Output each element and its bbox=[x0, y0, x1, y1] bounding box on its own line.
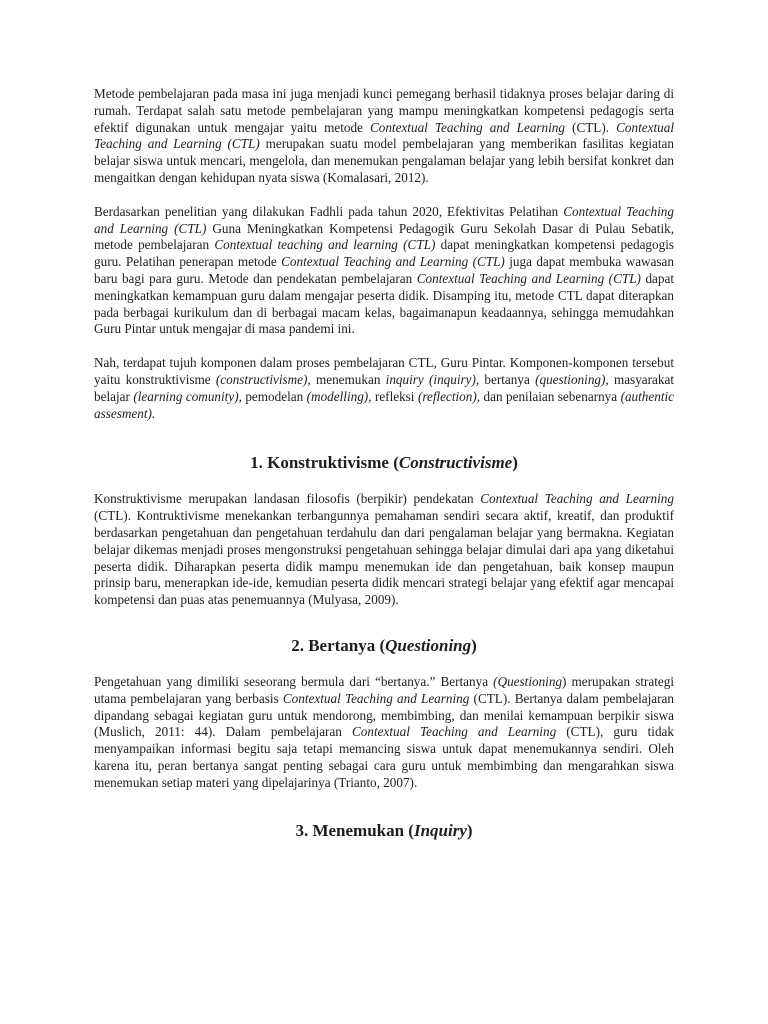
heading-italic-text: Constructivisme bbox=[398, 453, 513, 473]
text-run: bertanya bbox=[479, 371, 536, 387]
text-run: Nah, terdapat tujuh komponen dalam proses pembelajaran CTL, Guru Pintar. Komponen-komponen tersebut yaitu konstruktivisme bbox=[94, 355, 674, 387]
italic-run: Contextual Teaching and Learning (CTL) bbox=[94, 203, 674, 236]
text-run: (CTL), guru tidak menyampaikan informasi begitu saja tetapi memancing siswa untuk dapat menemukannya sendiri. Oleh karena itu, peran bertanya sangat penting sebagai cara guru untuk membimbing dan mengarahkan siswa menemukan setiap materi yang dipelajarinya (Trianto, 2007). bbox=[94, 724, 674, 790]
text-run: refleksi bbox=[371, 388, 418, 404]
section-3-heading bbox=[94, 820, 674, 842]
text-run: dan penilaian sebenarnya bbox=[480, 388, 621, 404]
heading-text: ) bbox=[512, 453, 518, 473]
text-run: Guna Meningkatkan Kompetensi Pedagogik Guru Sekolah Dasar di Pulau Sebatik, metode pembelajaran bbox=[94, 220, 674, 253]
italic-run: Contextual Teaching and Learning bbox=[480, 491, 674, 507]
intro-paragraph-1 bbox=[94, 86, 674, 187]
italic-run: Contextual Teaching and Learning bbox=[352, 724, 557, 740]
text-run: menemukan bbox=[310, 371, 386, 387]
text-run: masyarakat belajar bbox=[94, 371, 674, 404]
heading-text: ) bbox=[466, 820, 473, 840]
heading-italic-text: Inquiry bbox=[413, 820, 467, 840]
italic-run: inquiry (inquiry), bbox=[385, 371, 480, 387]
italic-run: Contextual Teaching and Learning bbox=[369, 119, 565, 135]
section-2-body bbox=[94, 674, 674, 792]
text-run: (CTL). bbox=[565, 119, 617, 135]
intro-paragraph-2 bbox=[94, 204, 674, 338]
italic-run: (modelling), bbox=[306, 388, 372, 404]
italic-run: (Questioning bbox=[493, 673, 563, 689]
text-run: juga dapat membuka wawasan baru bagi para guru. Metode dan pendekatan pembelajaran bbox=[94, 254, 674, 286]
italic-run: Contextual Teaching and Learning bbox=[282, 690, 470, 706]
section-2-heading bbox=[94, 635, 674, 657]
italic-run: Contextual Teaching and Learning (CTL) bbox=[416, 270, 641, 286]
heading-text: 1. Konstruktivisme ( bbox=[250, 453, 399, 473]
section-1-body bbox=[94, 491, 674, 609]
text-run: ) merupakan strategi utama pembelajaran yang berbasis bbox=[94, 673, 675, 706]
heading-text: 3. Menemukan ( bbox=[295, 820, 414, 840]
italic-run: (reflection), bbox=[417, 388, 481, 404]
italic-run: Contextual Teaching and Learning (CTL) bbox=[94, 119, 674, 152]
italic-run: (questioning), bbox=[535, 371, 609, 387]
heading-italic-text: Questioning bbox=[385, 635, 472, 655]
heading-text: 2. Bertanya ( bbox=[291, 635, 386, 655]
text-run: (CTL). Bertanya dalam pembelajaran dipandang sebagai kegiatan guru untuk mendorong, membimbing, dan menilai kemampuan berpikir siswa (Muslich, 2011: 44). Dalam pembelajaran bbox=[94, 690, 674, 740]
text-run: dapat meningkatkan kemampuan guru dalam mengajar peserta didik. Disamping itu, metode CTL dapat diterapkan pada berbagai kurikulum dan di berbagai macam kelas, bagaimanapun keadaannya, sehingga memudahkan Guru Pintar untuk mengajar di masa pandemi ini. bbox=[94, 270, 675, 337]
text-run: Pengetahuan yang dimiliki seseorang bermula dari “bertanya.” Bertanya bbox=[94, 673, 494, 689]
text-run: Metode pembelajaran pada masa ini juga menjadi kunci pemegang berhasil tidaknya proses belajar daring di rumah. Terdapat salah satu metode pembelajaran yang mampu meningkatkan kompetensi pedagogis serta efektif digunakan untuk mengajar yaitu metode bbox=[94, 86, 674, 135]
section-1-heading bbox=[94, 452, 674, 474]
italic-run: Contextual teaching and learning (CTL) bbox=[214, 237, 436, 253]
text-run: (CTL). Kontruktivisme menekankan terbangunnya pemahaman sendiri secara aktif, kreatif, dan produktif berdasarkan pengetahuan dan pengetahuan terdahulu dan dari pengalaman belajar yang bermakna. Kegiatan belajar dikemas menjadi proses mengonstruksi pengetahuan sehingga belajar dimulai dari apa yang diketahui peserta didik. Diharapkan peserta didik mampu menemukan ide dan pengetahuan, baik konsep maupun prinsip baru, menerapkan ide-ide, kemudian peserta didik mencari strategi belajar yang efektif agar mencapai kompetensi dan puas atas penemuannya (Mulyasa, 2009). bbox=[94, 508, 674, 608]
text-run: pemodelan bbox=[241, 388, 307, 404]
italic-run: (learning comunity), bbox=[133, 388, 242, 404]
italic-run: Contextual Teaching and Learning (CTL) bbox=[281, 254, 505, 270]
text-run: Konstruktivisme merupakan landasan filosofis (berpikir) pendekatan bbox=[94, 491, 481, 507]
text-run: merupakan suatu model pembelajaran yang memberikan fasilitas kegiatan belajar siswa untuk mencari, mengelola, dan menemukan pengalaman belajar yang lebih bersifat konkret dan mengaitkan dengan kehidupan nyata siswa (Komalasari, 2012). bbox=[94, 136, 675, 185]
heading-text: ) bbox=[471, 635, 477, 655]
italic-run: (authentic assesment). bbox=[94, 388, 675, 421]
text-run: Berdasarkan penelitian yang dilakukan Fadhli pada tahun 2020, Efektivitas Pelatihan bbox=[94, 203, 564, 219]
intro-paragraph-3 bbox=[94, 355, 674, 422]
text-run: dapat meningkatkan kompetensi pedagogis guru. Pelatihan penerapan metode bbox=[94, 237, 675, 270]
italic-run: (constructivisme), bbox=[215, 371, 311, 387]
